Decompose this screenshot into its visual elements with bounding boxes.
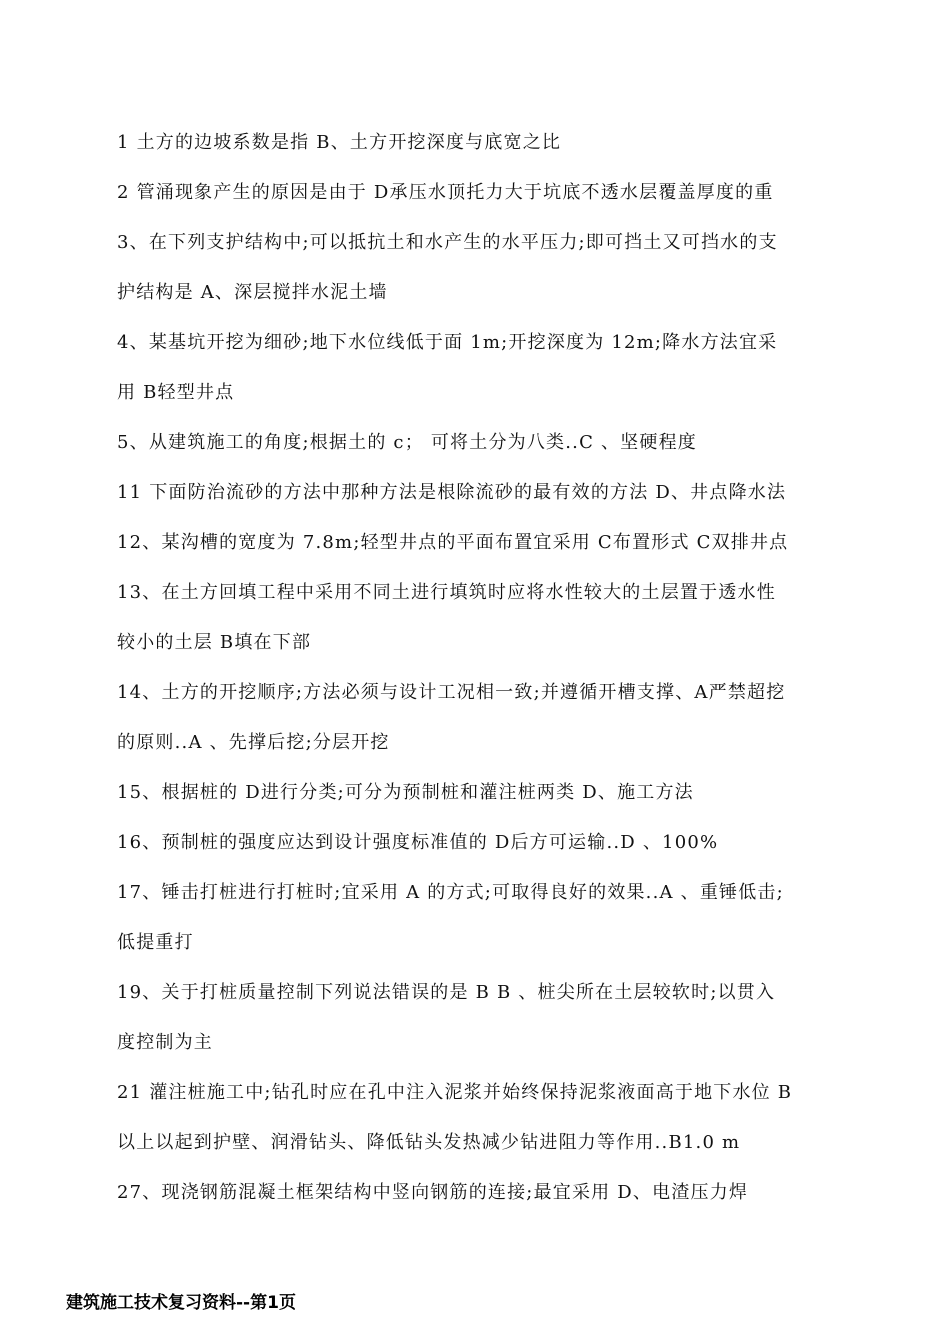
text-line: 4、某基坑开挖为细砂;地下水位线低于面 1m;开挖深度为 12m;降水方法宜采 xyxy=(117,332,778,353)
text-line: 1 土方的边坡系数是指 B、土方开挖深度与底宽之比 xyxy=(117,132,562,153)
text-line: 12、某沟槽的宽度为 7.8m;轻型井点的平面布置宜采用 C布置形式 C双排井点 xyxy=(117,532,789,553)
page-footer: 建筑施工技术复习资料--第1页 xyxy=(66,1293,296,1313)
text-line: 14、土方的开挖顺序;方法必须与设计工况相一致;并遵循开槽支撑、A严禁超挖 xyxy=(117,682,786,703)
document-body xyxy=(117,127,839,1227)
text-line: 度控制为主 xyxy=(117,1032,213,1053)
text-line: 11 下面防治流砂的方法中那种方法是根除流砂的最有效的方法 D、井点降水法 xyxy=(117,482,787,503)
text-line: 较小的土层 B填在下部 xyxy=(117,632,312,653)
text-line: 13、在土方回填工程中采用不同土进行填筑时应将水性较大的土层置于透水性 xyxy=(117,582,776,603)
text-line: 3、在下列支护结构中;可以抵抗土和水产生的水平压力;即可挡土又可挡水的支 xyxy=(117,232,778,253)
text-line: 17、锤击打桩进行打桩时;宜采用 A 的方式;可取得良好的效果..A 、重锤低击; xyxy=(117,882,784,903)
text-line: 的原则..A 、先撑后挖;分层开挖 xyxy=(117,732,390,753)
text-line: 低提重打 xyxy=(117,932,194,953)
text-line: 27、现浇钢筋混凝土框架结构中竖向钢筋的连接;最宜采用 D、电渣压力焊 xyxy=(117,1182,749,1203)
text-line: 2 管涌现象产生的原因是由于 D承压水顶托力大于坑底不透水层覆盖厚度的重 xyxy=(117,182,774,203)
text-line: 19、关于打桩质量控制下列说法错误的是 B B 、桩尖所在土层较软时;以贯入 xyxy=(117,982,776,1003)
text-line: 15、根据桩的 D进行分类;可分为预制桩和灌注桩两类 D、施工方法 xyxy=(117,782,694,803)
text-line: 以上以起到护壁、润滑钻头、降低钻头发热减少钻进阻力等作用..B1.0 m xyxy=(117,1132,741,1153)
text-line: 16、预制桩的强度应达到设计强度标准值的 D后方可运输..D 、100% xyxy=(117,832,719,853)
text-line: 21 灌注桩施工中;钻孔时应在孔中注入泥浆并始终保持泥浆液面高于地下水位 B xyxy=(117,1082,793,1103)
text-line: 护结构是 A、深层搅拌水泥土墙 xyxy=(117,282,388,303)
text-line: 用 B轻型井点 xyxy=(117,382,235,403)
text-line: 5、从建筑施工的角度;根据土的 c； 可将土分为八类..C 、坚硬程度 xyxy=(117,432,697,453)
